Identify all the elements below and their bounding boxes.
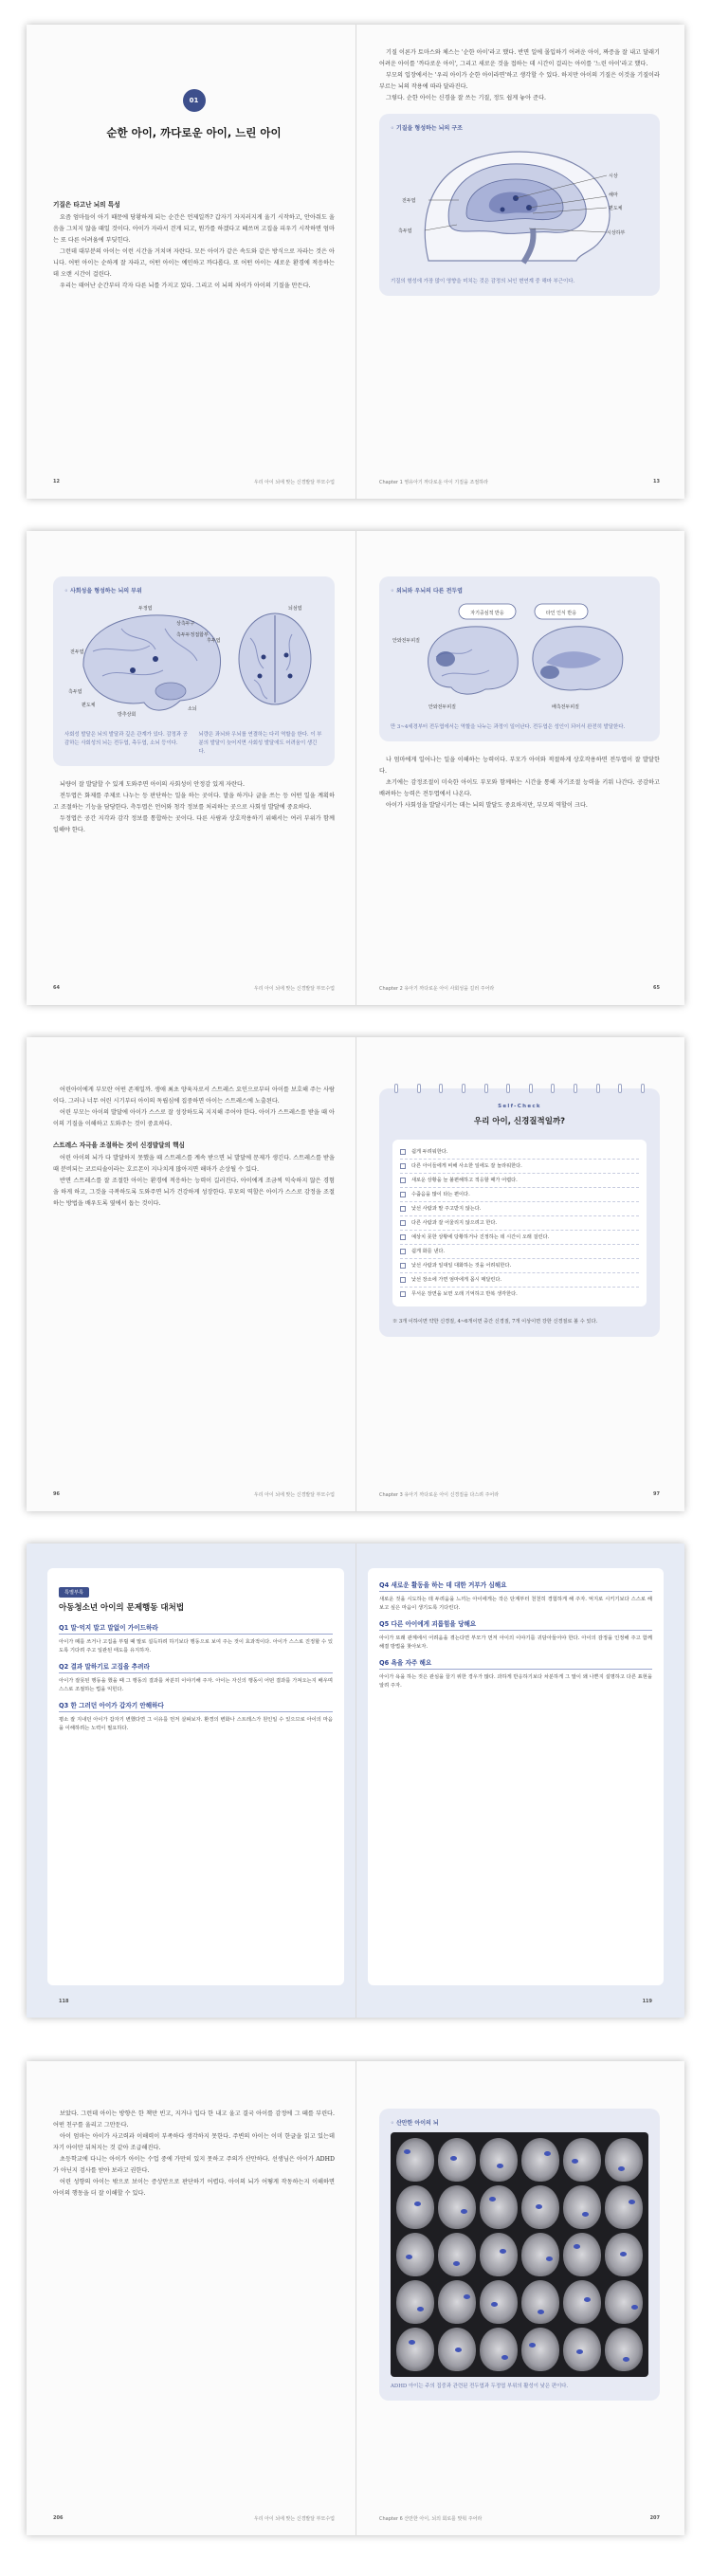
paragraph: 어린 성향의 아이는 밖으로 보이는 증상만으로 판단하기 어렵다. 아이의 뇌가 어떻게 작동하는지 이해하면 아이의 행동을 더 잘 이해할 수 있다.	[53, 2179, 335, 2197]
figure-box	[379, 2109, 660, 2401]
activation-spot	[618, 2166, 625, 2171]
checkbox-icon[interactable]	[400, 1263, 406, 1269]
paragraph: 그렇다. 순한 아이는 신경을 잘 쓰는 기질, 정도 쉽게 놓아 준다.	[386, 95, 547, 101]
checklist-item[interactable]	[400, 1202, 639, 1216]
checkbox-icon[interactable]	[400, 1192, 406, 1197]
page-97	[356, 1037, 684, 1511]
figure-title: ◦ 사회성을 형성하는 뇌의 부위	[64, 588, 142, 594]
page-64	[27, 531, 356, 1005]
activation-spot	[620, 2252, 627, 2256]
brain-scan-slice	[605, 2280, 643, 2324]
paragraph: 그런데 대부분의 아이는 이런 시간을 거치며 자란다. 모든 아이가 같은 속도와 같은 방식으로 자라는 것은 아니다. 어떤 아이는 순하게 잘 자라고, 어떤 아이는 예민하고 까다롭다. 또 어떤 아이는 새로운 환경에 적응하는 데 오랜 시간이 걸린다.	[53, 248, 335, 278]
activation-spot	[576, 2349, 583, 2354]
ring-icon	[484, 1084, 488, 1093]
activation-spot	[501, 2355, 508, 2360]
question-heading: Q6 욕을 자주 해요	[379, 1657, 652, 1670]
brain-scan-slice	[605, 2328, 643, 2371]
running-title: 우리 아이 뇌에 맞는 신경발달 부모수업	[253, 986, 335, 992]
label-fusiform-gyrus: 방추상회	[118, 712, 137, 718]
checkbox-icon[interactable]	[400, 1249, 406, 1254]
label-hypothalamus: 시상하부	[607, 230, 626, 236]
running-title: 우리 아이 뇌에 맞는 신경발달 부모수업	[253, 2516, 335, 2522]
self-check-card	[379, 1088, 660, 1337]
body-text	[53, 2109, 335, 2200]
brain-scan-slice	[396, 2328, 434, 2371]
checklist-item[interactable]	[400, 1245, 639, 1259]
paragraph: 요즘 엄마들이 아기 때문에 당황하게 되는 순간은 언제일까? 갑자기 자지러지게 울기 시작하고, 안아줘도 울음을 그치지 않을 때일 것이다. 아이가 자라서 걷게 되고, 뭔가를 하겠다고 떼쓰며 고집을 피우기 시작하면 엄마는 또 다른 어려움에 부딪힌다.	[53, 214, 335, 244]
qa-item	[59, 1700, 333, 1732]
checklist-item[interactable]	[400, 1160, 639, 1174]
brain-scan-slice	[563, 2328, 601, 2371]
label-amygdala: 편도체	[82, 703, 96, 708]
brain-scan-slice	[396, 2138, 434, 2182]
page-footer	[379, 1999, 652, 2004]
checklist-item[interactable]	[400, 1231, 639, 1245]
answer-text: 평소 잘 지내던 아이가 갑자기 변했다면 그 이유를 먼저 살펴보자. 환경의 변화나 스트레스가 원인일 수 있으므로 아이의 마음을 이해하려는 노력이 필요하다.	[59, 1717, 333, 1731]
social-brain-illustration	[64, 600, 323, 722]
activation-spot	[529, 2343, 536, 2348]
book-spread-1	[27, 25, 684, 499]
activation-spot	[414, 2201, 421, 2206]
figure-title: ◦ 외뇌와 우뇌의 다른 전두엽	[391, 588, 463, 594]
speech-bubble-2: 타인 인식 반응	[545, 611, 577, 616]
checklist-item-text: 낯선 사람과 일대일 대화하는 것을 어려워한다.	[411, 1263, 512, 1269]
label-frontal-lobe: 전두엽	[70, 649, 84, 655]
checkbox-icon[interactable]	[400, 1234, 406, 1240]
paragraph: 나 엄마에게 일어나는 일을 이해하는 능력이다. 부모가 아이와 적절하게 상호작용하면 전두엽이 잘 발달한다.	[379, 757, 660, 775]
brain-scan-grid	[391, 2132, 648, 2377]
checklist-item[interactable]	[400, 1259, 639, 1273]
checklist-item-text: 수줍음을 많이 타는 편이다.	[411, 1192, 470, 1197]
label-hippocampus: 해마	[609, 192, 618, 198]
answer-text: 아이가 잘못된 행동을 했을 때 그 행동의 결과를 차분히 이야기해 주자. 아이는 자신의 행동이 어떤 결과를 가져오는지 배우며 스스로 조절하는 법을 익힌다.	[59, 1678, 333, 1692]
brain-scan-slice	[563, 2233, 601, 2276]
question-heading: Q5 다른 아이에게 괴롭힘을 당해요	[379, 1618, 652, 1631]
label-parietal-lobe: 두정엽	[138, 606, 153, 612]
checkbox-icon[interactable]	[400, 1277, 406, 1283]
question-heading: Q2 결과 말하기로 고집을 추려라	[59, 1661, 333, 1673]
brain-scan-slice	[438, 2328, 476, 2371]
label-orbitofrontal-left: 안와전두피질	[392, 638, 420, 644]
activation-spot	[497, 2164, 503, 2168]
checklist-item[interactable]	[400, 1288, 639, 1301]
ring-icon	[506, 1084, 510, 1093]
page-footer	[53, 985, 335, 992]
activation-spot	[491, 2302, 498, 2307]
page-13	[356, 25, 684, 499]
page-footer	[59, 1999, 333, 2004]
book-spread-5	[27, 2061, 684, 2535]
ring-icon	[641, 1084, 645, 1093]
appendix-badge: 특별부록	[59, 1587, 89, 1598]
activation-spot	[455, 2348, 462, 2352]
ring-icon	[462, 1084, 465, 1093]
ring-icon	[574, 1084, 577, 1093]
page-number: 64	[53, 985, 60, 991]
figure-caption: 만 3~4세경부터 전두엽에서는 역할을 나누는 과정이 일어난다. 전두엽은 성인이 되어서 완전히 발달한다.	[391, 724, 626, 730]
checklist-item-text: 쉽게 두려워한다.	[411, 1149, 448, 1155]
body-text	[53, 1085, 335, 1130]
brain-scan-slice	[563, 2185, 601, 2229]
ring-icon	[596, 1084, 600, 1093]
page-footer	[53, 1491, 335, 1498]
paragraph: 어린 부모는 아이의 발달에 아이가 스스로 잘 성장하도록 지지해 주어야 한다. 아이가 스트레스를 받을 때 아이의 기질을 이해하고 도와주는 것이 중요하다.	[53, 1109, 335, 1127]
binder-rings	[394, 1084, 645, 1093]
brain-scan-slice	[605, 2185, 643, 2229]
figure-caption-right: 뇌량은 좌뇌와 우뇌를 연결하는 다리 역할을 한다. 이 부분의 발달이 늦어지면 사회성 발달에도 어려움이 생긴다.	[198, 732, 322, 755]
figure-title: ◦ 산만한 아이의 뇌	[391, 2120, 439, 2127]
brain-cross-section-illustration	[391, 137, 649, 268]
brain-scan-slice	[480, 2328, 518, 2371]
checkbox-icon[interactable]	[400, 1178, 406, 1183]
qa-item	[59, 1661, 333, 1693]
ring-icon	[529, 1084, 533, 1093]
brain-scan-slice	[480, 2138, 518, 2182]
body-text	[53, 779, 335, 836]
page-65	[356, 531, 684, 1005]
activation-spot	[489, 2197, 496, 2201]
answer-text: 아이가 욕을 하는 것은 관심을 끌기 위한 경우가 많다. 과하게 반응하기보다 차분하게 그 말이 왜 나쁜지 설명하고 다른 표현을 알려 주자.	[379, 1674, 652, 1689]
speech-bubble-1: 자기중심적 반응	[470, 611, 504, 616]
brain-scan-slice	[605, 2138, 643, 2182]
label-orbitofrontal-bottom: 안와전두피질	[428, 704, 456, 710]
page-118	[27, 1544, 356, 2018]
activation-spot	[409, 2340, 415, 2345]
figure-box	[379, 576, 660, 741]
checklist-item[interactable]	[400, 1273, 639, 1288]
running-title: Chapter 3 유아기 까다로운 아이 신경질을 다스려 주어라	[379, 1492, 500, 1498]
running-title: Chapter 2 유아기 까다로운 아이 사회성을 길러 주어라	[379, 986, 495, 992]
checklist-item-text: 무서운 장면을 보면 오래 기억하고 반복 생각한다.	[411, 1291, 518, 1297]
brain-scan-slice	[521, 2280, 559, 2324]
brain-scan-slice	[480, 2280, 518, 2324]
activation-spot	[536, 2204, 542, 2209]
brain-scan-slice	[521, 2185, 559, 2229]
body-text-2	[53, 1153, 335, 1210]
activation-spot	[464, 2294, 470, 2299]
paragraph: 초기에는 감정조절이 미숙한 아이도 부모와 함께하는 시간을 통해 자기조절 능력을 키워 나간다. 공감하고 배려하는 능력은 전두엽에서 나온다.	[379, 779, 660, 797]
checklist-item[interactable]	[400, 1216, 639, 1231]
brain-scan-slice	[521, 2328, 559, 2371]
body-text	[379, 755, 660, 812]
ring-icon	[618, 1084, 622, 1093]
label-thalamus: 시상	[609, 174, 618, 179]
brain-scan-slice	[438, 2185, 476, 2229]
brain-scan-slice	[480, 2185, 518, 2229]
qa-item	[379, 1618, 652, 1651]
page-footer	[53, 2515, 335, 2522]
checklist-item[interactable]	[400, 1188, 639, 1202]
page-number: 12	[53, 479, 60, 484]
checklist-item[interactable]	[400, 1145, 639, 1160]
brain-scan-slice	[605, 2233, 643, 2276]
page-119	[356, 1544, 684, 2018]
checklist-item-text: 예상치 못한 상황에 당황하거나 진정하는 데 시간이 오래 걸린다.	[411, 1234, 550, 1240]
prefrontal-cortex-illustration	[391, 600, 649, 714]
page-96	[27, 1037, 356, 1511]
checkbox-icon[interactable]	[400, 1206, 406, 1212]
brain-scan-slice	[396, 2185, 434, 2229]
page-number: 13	[653, 479, 660, 484]
checklist-item-text: 새로운 상황을 늘 불편해하고 적응할 때가 어렵다.	[411, 1178, 518, 1183]
activation-spot	[500, 2249, 506, 2254]
paragraph: 우리는 태어난 순간부터 각자 다른 뇌를 가지고 있다. 그리고 이 뇌의 차이가 아이의 기질을 만든다.	[60, 283, 311, 289]
paragraph: 두정엽은 공간 지각과 감각 정보를 통합하는 곳이다. 다른 사람과 상호작용하기 위해서는 여러 부위가 함께 일해야 한다.	[53, 815, 335, 833]
checklist-item-text: 낯선 사람과 말 주고받지 않는다.	[411, 1206, 482, 1212]
activation-spot	[450, 2156, 457, 2161]
chapter-title: 순한 아이, 까다로운 아이, 느린 아이	[106, 126, 282, 139]
ring-icon	[394, 1084, 398, 1093]
brain-scan-slice	[396, 2233, 434, 2276]
page-number: 118	[59, 1999, 69, 2004]
brain-scan-slice	[396, 2280, 434, 2324]
self-check-tag: Self-Check	[498, 1104, 541, 1109]
activation-spot	[582, 2212, 589, 2217]
answer-text: 아이가 떼를 쓰거나 고집을 부릴 때 말로 설득하려 하기보다 행동으로 보여 주는 것이 효과적이다. 아이가 스스로 진정할 수 있도록 기다려 주고 일관된 태도를 유지하자.	[59, 1639, 333, 1653]
paragraph: 아이 엄마는 아이가 사고력과 이해력이 부족하다 생각하지 못한다. 주변의 아이는 이미 한글을 읽고 있는데 자기 아이만 뒤처지는 것 같아 조급해진다.	[53, 2133, 335, 2151]
page-12	[27, 25, 356, 499]
label-superior-temporal-sulcus: 상측두구	[176, 621, 195, 627]
label-cerebellum: 소뇌	[188, 706, 197, 712]
figure-box	[379, 114, 660, 296]
running-title: Chapter 1 영유아기 까다로운 아이 기질을 조절하라	[379, 480, 488, 485]
ring-icon	[551, 1084, 555, 1093]
chapter-number-badge: 01	[183, 89, 206, 112]
activation-spot	[406, 2255, 412, 2259]
paragraph: 반면 스트레스를 잘 조절한 아이는 환경에 적응하는 능력이 길러진다. 아이에게 조금씩 익숙하지 않은 경험을 하게 하고, 그것을 극복하도록 도와주면 뇌가 건강하게 성장한다. 부모의 역할은 아이가 스스로 감정을 조절하는 방법을 배우도록 옆에서 돕는 것이다.	[53, 1178, 335, 1207]
question-heading: Q4 새로운 활동을 하는 데 대한 거부가 심해요	[379, 1580, 652, 1592]
label-temporal-lobe: 측두엽	[68, 689, 82, 695]
paragraph: 초등학교에 다니는 아이가 아이는 수업 중에 가만히 있지 못하고 주의가 산만하다. 선생님은 아이가 ADHD가 아닌지 검사를 받아 보라고 권한다.	[53, 2156, 335, 2174]
page-footer	[53, 479, 335, 485]
paragraph: 어린 아이의 뇌가 다 발달하지 못했을 때 스트레스를 계속 받으면 뇌 발달에 문제가 생긴다. 스트레스를 받을 때 분비되는 코르티솔이라는 호르몬이 지나치게 많아지면 해마가 손상될 수 있다.	[53, 1155, 335, 1173]
page-footer	[379, 1491, 660, 1498]
page-206	[27, 2061, 356, 2535]
label-occipital-lobe: 후두엽	[207, 638, 221, 644]
checkbox-icon[interactable]	[400, 1220, 406, 1226]
brain-scan-slice	[521, 2138, 559, 2182]
activation-spot	[629, 2200, 635, 2204]
paragraph: 아이가 사회성을 발달시키는 데는 뇌의 발달도 중요하지만, 부모의 역할이 크다.	[386, 802, 588, 809]
brain-scan-slice	[563, 2138, 601, 2182]
body-text	[379, 47, 660, 104]
checkbox-icon[interactable]	[400, 1291, 406, 1297]
page-207	[356, 2061, 684, 2535]
label-temporal-lobe: 측두엽	[398, 228, 412, 234]
page-footer	[379, 985, 660, 992]
book-spread-3	[27, 1037, 684, 1511]
answer-text: 새로운 것을 시도하는 데 두려움을 느끼는 아이에게는 작은 단계부터 천천히 경험하게 해 주자. 억지로 시키기보다 스스로 해 보고 싶은 마음이 생기도록 기다린다.	[379, 1597, 652, 1611]
figure-caption: ADHD 아이는 주의 집중과 관련된 전두엽과 두정엽 부위의 활성이 낮은 편이다.	[391, 2384, 569, 2389]
checkbox-icon[interactable]	[400, 1163, 406, 1169]
checklist-item-text: 다른 아이들에게 비해 사소한 일에도 잘 놀라워한다.	[411, 1163, 522, 1169]
activation-spot	[461, 2209, 467, 2214]
section-subhead: 스트레스 자극을 조절하는 것이 신경발달의 핵심	[53, 1142, 185, 1149]
checklist-item-text: 낯선 장소에 가면 엄마에게 몹시 매달린다.	[411, 1277, 502, 1283]
figure-captions	[64, 725, 323, 757]
page-number: 119	[642, 1999, 652, 2004]
answer-text: 아이가 또래 관계에서 어려움을 겪는다면 부모가 먼저 아이의 이야기를 귀담아들어야 한다. 아이의 감정을 인정해 주고 함께 해결 방법을 찾아보자.	[379, 1635, 652, 1650]
page-number: 65	[653, 985, 660, 991]
brain-scan-slice	[438, 2138, 476, 2182]
checkbox-icon[interactable]	[400, 1149, 406, 1155]
activation-spot	[538, 2310, 544, 2314]
paragraph: 전두엽은 화제를 주제로 나누는 등 판단하는 일을 하는 곳이다. 말을 하거나 글을 쓰는 등 어떤 일을 계획하고 조절하는 기능을 담당한다. 측두엽은 언어와 청각 정보를 처리하는 곳으로 사회성 발달에 중요하다.	[53, 793, 335, 811]
appendix-title: 아동청소년 아이의 문제행동 대처법	[59, 1603, 185, 1613]
self-check-title: 우리 아이, 신경질적일까?	[473, 1117, 566, 1126]
figure-caption-left: 사회성 발달은 뇌의 발달과 깊은 관계가 있다. 감정과 공감하는 사회성의 뇌는 전두엽, 측두엽, 소뇌 등이다.	[64, 732, 188, 746]
running-title: 우리 아이 뇌에 맞는 신경발달 부모수업	[253, 480, 335, 485]
running-title: Chapter 6 산만한 아이, 뇌의 회로를 맞춰 주어라	[379, 2516, 483, 2522]
activation-spot	[631, 2305, 638, 2310]
body-text	[53, 212, 335, 292]
paragraph: 부모의 입장에서는 '우리 아이가 순한 아이라면'하고 생각할 수 있다. 하지만 아이의 기질은 이것을 기질이라 부르는 뇌의 작용에 따라 달라진다.	[379, 72, 660, 90]
paragraph: 기질 이론가 토마스와 체스는 '순한 아이'라고 했다. 반면 일에 몰입하기 어려운 아이, 짜증을 잘 내고 달래기 어려운 아이를 '까다로운 아이', 그리고 새로운 것을 접하는 데 시간이 걸리는 아이를 '느린 아이'라고 했다.	[379, 49, 660, 67]
qa-item	[59, 1622, 333, 1654]
question-heading: Q3 한 그러던 아이가 갑자기 안해하다	[59, 1700, 333, 1712]
figure-box	[53, 576, 335, 766]
label-amygdala: 편도체	[609, 206, 623, 211]
page-number: 206	[53, 2515, 64, 2521]
page-footer	[379, 2515, 660, 2522]
activation-spot	[544, 2151, 551, 2156]
self-check-note: ※ 3개 이하이면 약한 신경질, 4~6개이면 중간 신경질, 7개 이상이면 강한 신경질로 볼 수 있다.	[392, 1319, 598, 1325]
checklist	[392, 1140, 647, 1306]
ring-icon	[417, 1084, 421, 1093]
brain-scan-slice	[480, 2233, 518, 2276]
book-spread-4	[27, 1544, 684, 2018]
figure-title: ◦ 기질을 형성하는 뇌의 구조	[391, 125, 463, 132]
activation-spot	[584, 2297, 591, 2302]
activation-spot	[404, 2149, 410, 2154]
page-footer	[379, 479, 660, 485]
checklist-item[interactable]	[400, 1174, 639, 1188]
brain-scan-slice	[521, 2233, 559, 2276]
checklist-item-text: 쉽게 화를 낸다.	[411, 1249, 446, 1254]
activation-spot	[572, 2159, 578, 2164]
activation-spot	[623, 2357, 629, 2362]
content-panel	[47, 1568, 344, 1985]
question-heading: Q1 말·억지 말고 말없이 가이드하라	[59, 1622, 333, 1635]
figure-caption: 기질의 형성에 가장 많이 영향을 미치는 것은 감정의 뇌인 변연계 중 해마 부근이다.	[391, 279, 575, 284]
page-number: 97	[653, 1491, 660, 1497]
activation-spot	[574, 2244, 580, 2249]
activation-spot	[453, 2261, 460, 2266]
qa-item	[379, 1657, 652, 1690]
label-dorsal-prefrontal: 배측전두피질	[552, 704, 579, 710]
book-spread-2	[27, 531, 684, 1005]
qa-item	[379, 1580, 652, 1612]
paragraph: 어린아이에게 부모란 어떤 존재일까. 생애 최초 양육자로서 스트레스 요인으로부터 아이를 보호해 주는 사람이다. 그러나 너무 어린 시기부터 아이의 독립심에 집중하면 아이는 스트레스에 노출된다.	[53, 1087, 335, 1105]
paragraph: 뇌량이 잘 발달할 수 있게 도와주면 아이의 사회성이 안정감 있게 자란다.	[60, 781, 245, 788]
ring-icon	[439, 1084, 443, 1093]
section-subhead: 기질은 타고난 뇌의 특성	[53, 201, 120, 209]
label-temporoparietal-junction: 측두두정접합부	[176, 632, 209, 638]
label-insula: 뇌섬엽	[288, 606, 302, 612]
activation-spot	[546, 2256, 553, 2261]
brain-scan-slice	[438, 2233, 476, 2276]
brain-scan-slice	[563, 2280, 601, 2324]
brain-scan-slice	[438, 2280, 476, 2324]
checklist-item-text: 다른 사람과 잘 어울리지 않으려고 한다.	[411, 1220, 498, 1226]
activation-spot	[417, 2307, 424, 2311]
running-title: 우리 아이 뇌에 맞는 신경발달 부모수업	[253, 1492, 335, 1498]
content-panel	[368, 1568, 664, 1985]
page-number: 96	[53, 1491, 60, 1497]
paragraph: 보았다. 그런데 아이는 방향은 한 책만 빈고, 지거나 입다 한 내고 울고 결국 아이를 감정에 그 떼를 부린다. 어떤 친구를 울리고 그만둔다.	[53, 2110, 335, 2128]
label-frontal-lobe: 전두엽	[402, 198, 416, 204]
page-number: 207	[649, 2515, 660, 2521]
